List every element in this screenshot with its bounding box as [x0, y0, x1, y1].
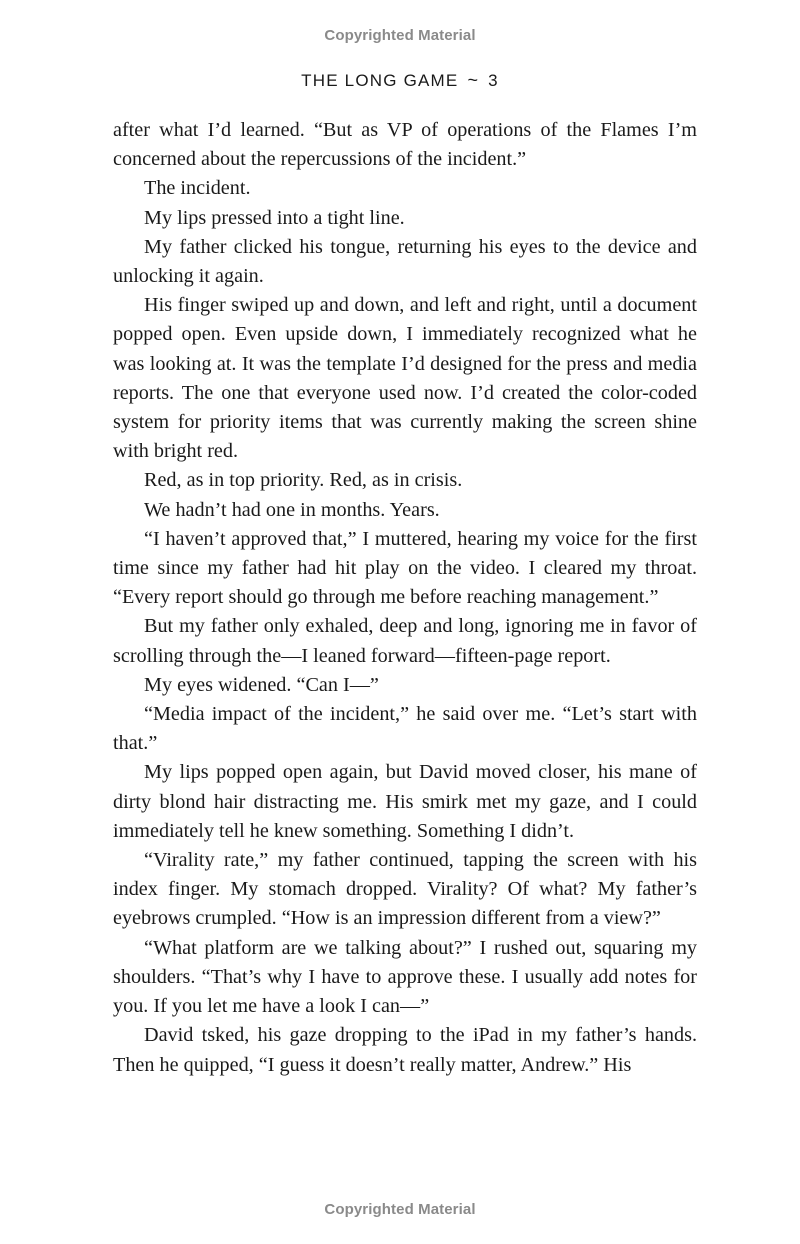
paragraph: “Virality rate,” my father continued, tapping the screen with his index finger. My stomach dropped. Virality? Of what? My father’s eyebrows crumpled. “How is an impression different from a view?” — [113, 849, 697, 930]
copyright-watermark-top: Copyrighted Material — [324, 27, 476, 44]
running-header — [0, 70, 800, 91]
copyright-watermark-bottom: Copyrighted Material — [324, 1201, 476, 1218]
paragraph: Red, as in top priority. Red, as in crisis. — [144, 469, 463, 492]
paragraph: after what I’d learned. “But as VP of operations of the Flames I’m concerned about the repercussions of the incident.” — [113, 119, 697, 171]
book-title: THE LONG GAME — [301, 71, 459, 90]
paragraph: We hadn’t had one in months. Years. — [144, 498, 440, 521]
paragraph: My lips pressed into a tight line. — [144, 206, 405, 229]
paragraph: “I haven’t approved that,” I muttered, hearing my voice for the first time since my father had hit play on the video. I cleared my throat. “Every report should go through me before reaching management.” — [113, 527, 697, 609]
paragraph: My eyes widened. “Can I—” — [144, 673, 379, 696]
paragraph: David tsked, his gaze dropping to the iPad in my father’s hands. Then he quipped, “I guess it doesn’t really matter, Andrew.” His — [113, 1024, 697, 1076]
header-separator: ~ — [467, 70, 480, 90]
paragraph: “What platform are we talking about?” I rushed out, squaring my shoulders. “That’s why I have to approve these. I usually add notes for you. If you let me have a look I can—” — [113, 936, 697, 1018]
paragraph: The incident. — [144, 177, 251, 200]
body-text — [113, 116, 697, 1080]
paragraph: My lips popped open again, but David moved closer, his mane of dirty blond hair distracting me. His smirk met my gaze, and I could immediately tell he knew something. Something I didn’t. — [113, 761, 697, 842]
paragraph: But my father only exhaled, deep and long, ignoring me in favor of scrolling through the—I leaned forward—fifteen-page report. — [113, 615, 697, 667]
paragraph: His finger swiped up and down, and left and right, until a document popped open. Even upside down, I immediately recognized what he was looking at. It was the template I’d designed for the press and media reports. The one that everyone used now. I’d created the color-coded system for priority items that was currently making the screen shine with bright red. — [113, 294, 697, 463]
paragraph: “Media impact of the incident,” he said over me. “Let’s start with that.” — [113, 703, 697, 755]
paragraph: My father clicked his tongue, returning his eyes to the device and unlocking it again. — [113, 235, 697, 288]
page-number: 3 — [488, 71, 499, 90]
